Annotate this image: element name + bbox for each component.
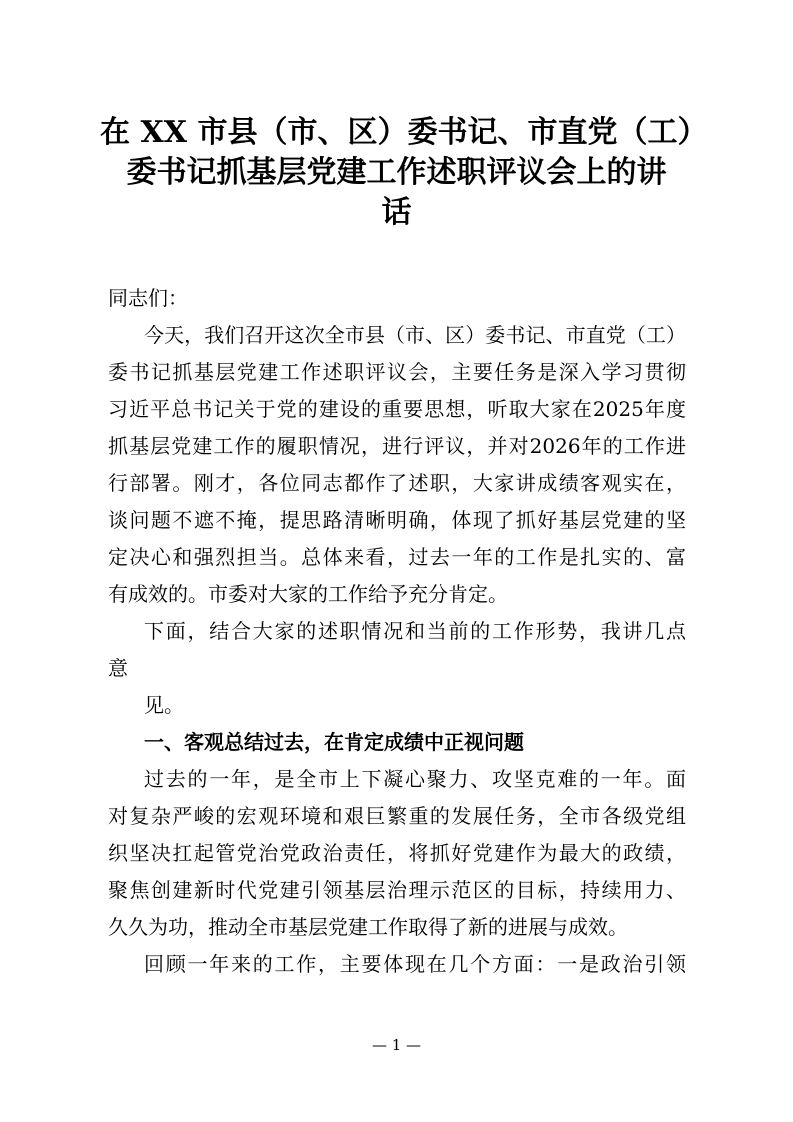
document-title	[100, 113, 708, 233]
text-line: 有成效的。市委对大家的工作给予充分肯定。	[108, 582, 508, 606]
text-line: 久久为功，推动全市基层党建工作取得了新的进展与成效。	[108, 915, 628, 939]
text-line: 委书记抓基层党建工作述职评议会，主要任务是深入学习贯彻	[108, 360, 686, 384]
text-line: 织坚决扛起管党治党政治责任，将抓好党建作为最大的政绩，	[108, 841, 686, 865]
text-line: 谈问题不遮不掩，提思路清晰明确，体现了抓好基层党建的坚	[108, 508, 686, 532]
text-line: 对复杂严峻的宏观环境和艰巨繁重的发展任务，全市各级党组	[108, 804, 686, 828]
text-line: 意	[108, 656, 128, 680]
text-line: 过去的一年，是全市上下凝心聚力、攻坚克难的一年。面	[144, 767, 686, 791]
text-line: 习近平总书记关于党的建设的重要思想，听取大家在2025年度	[108, 397, 686, 421]
page-number: — 1 —	[371, 1036, 422, 1054]
greeting: 同志们：	[108, 286, 188, 310]
text-line: 定决心和强烈担当。总体来看，过去一年的工作是扎实的、富	[108, 545, 686, 569]
text-line: 下面，结合大家的述职情况和当前的工作形势，我讲几点	[144, 619, 686, 643]
text-line: 行部署。刚才，各位同志都作了述职，大家讲成绩客观实在，	[108, 471, 686, 495]
document-body	[108, 280, 686, 983]
text-line: 见。	[144, 693, 184, 717]
text-line: 抓基层党建工作的履职情况，进行评议，并对2026年的工作进	[108, 434, 686, 458]
title-line: 在 XX 市县（市、区）委书记、市直党（工）	[100, 115, 708, 150]
title-line: 委书记抓基层党建工作述职评议会上的讲	[126, 155, 667, 190]
section-heading: 一、客观总结过去，在肯定成绩中正视问题	[144, 730, 524, 754]
text-line: 今天，我们召开这次全市县（市、区）委书记、市直党（工）	[144, 323, 686, 347]
text-line: 回顾一年来的工作，主要体现在几个方面：一是政治引领	[144, 952, 686, 976]
title-line: 话	[381, 195, 412, 230]
text-line: 聚焦创建新时代党建引领基层治理示范区的目标，持续用力、	[108, 878, 686, 902]
